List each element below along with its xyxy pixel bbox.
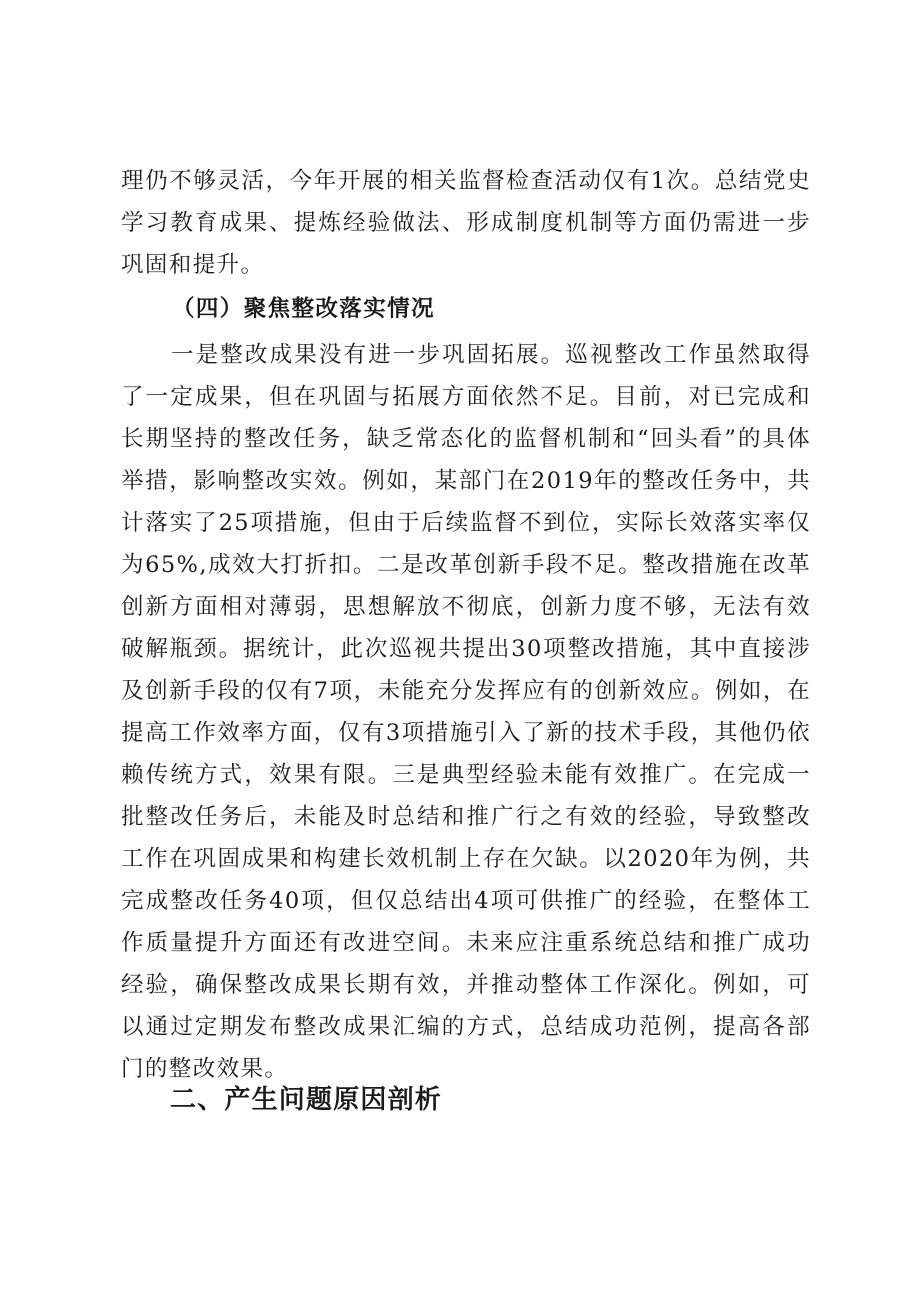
continued-paragraph: 理仍不够灵活，今年开展的相关监督检查活动仅有1次。总结党史学习教育成果、提炼经验做法、形成制度机制等方面仍需进一步巩固和提升。 [121, 168, 811, 278]
body-paragraph: 一是整改成果没有进一步巩固拓展。巡视整改工作虽然取得了一定成果，但在巩固与拓展方面依然不足。目前，对已完成和长期坚持的整改任务，缺乏常态化的监督机制和“回头看”的具体举措，影响整改实效。例如，某部门在2019年的整改任务中，共计落实了25项措施，但由于后续监督不到位，实际长效落实率仅为65%,成效大打折扣。二是改革创新手段不足。整改措施在改革创新方面相对薄弱，思想解放不彻底，创新力度不够，无法有效破解瓶颈。据统计，此次巡视共提出30项整改措施，其中直接涉及创新手段的仅有7项，未能充分发挥应有的创新效应。例如，在提高工作效率方面，仅有3项措施引入了新的技术手段，其他仍依赖传统方式，效果有限。三是典型经验未能有效推广。在完成一批整改任务后，未能及时总结和推广行之有效的经验，导致整改工作在巩固成果和构建长效机制上存在欠缺。以2020年为例，共完成整改任务40项，但仅总结出4项可供推广的经验，在整体工作质量提升方面还有改进空间。未来应注重系统总结和推广成功经验，确保整改成果长期有效，并推动整体工作深化。例如，可以通过定期发布整改成果汇编的方式，总结成功范例，提高各部门的整改效果。 [121, 342, 811, 1082]
section-heading: （四）聚焦整改落实情况 [172, 296, 435, 322]
chapter-heading: 二、产生问题原因剖析 [170, 1085, 443, 1115]
